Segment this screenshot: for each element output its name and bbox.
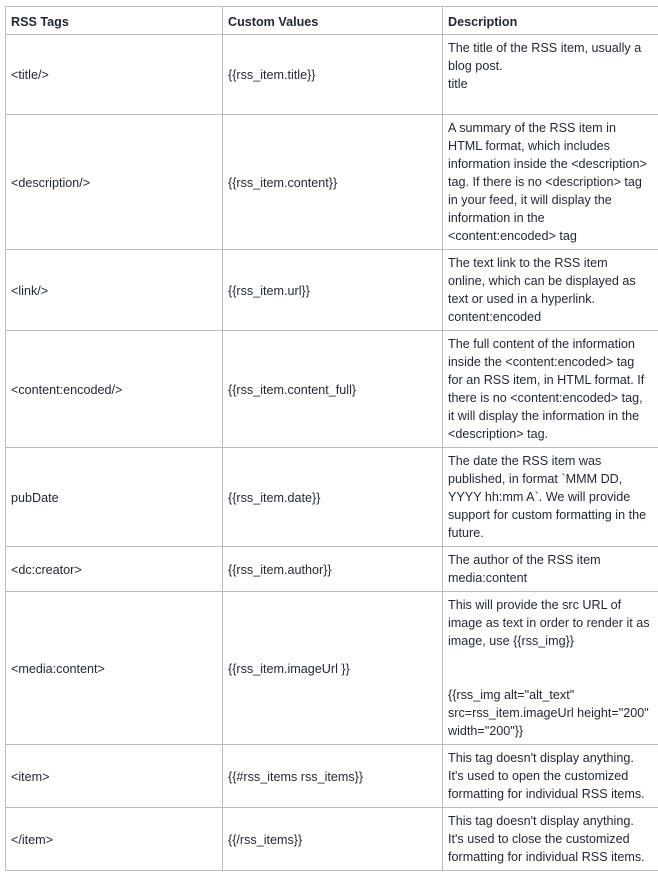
description-code-line: width="200"}} <box>448 724 524 738</box>
header-rss-tags: RSS Tags <box>6 7 223 35</box>
description-cell <box>443 808 658 871</box>
custom-value-cell: {{rss_item.content}} <box>223 115 443 250</box>
description-line: text or used in a hyperlink. <box>448 292 596 306</box>
description-line: published, in format `MMM DD, <box>448 472 623 486</box>
table-row <box>6 35 658 115</box>
description-line: The date the RSS item was <box>448 454 602 468</box>
rss-tag-cell: <description/> <box>6 115 223 250</box>
description-cell <box>443 592 658 745</box>
table-row <box>6 115 658 250</box>
description-line: It's used to close the customized <box>448 832 630 846</box>
table-row <box>6 250 658 331</box>
description-line: A summary of the RSS item in <box>448 121 616 135</box>
custom-value-cell: {{rss_item.url}} <box>223 250 443 331</box>
description-line: online, which can be displayed as <box>448 274 636 288</box>
description-line: tag. If there is no <description> tag <box>448 175 642 189</box>
description-cell <box>443 115 658 250</box>
description-line: This will provide the src URL of <box>448 598 622 612</box>
rss-tag-cell: <content:encoded/> <box>6 331 223 448</box>
description-line: inside the <content:encoded> tag <box>448 355 635 369</box>
table-row <box>6 547 658 592</box>
description-line: This tag doesn't display anything. <box>448 751 634 765</box>
description-line: The title of the RSS item, usually a <box>448 41 642 55</box>
description-line: formatting for individual RSS items. <box>448 787 645 801</box>
table-row <box>6 448 658 547</box>
description-line: formatting for individual RSS items. <box>448 850 645 864</box>
custom-value-cell: {{rss_item.content_full} <box>223 331 443 448</box>
description-line: image, use {{rss_img}} <box>448 634 575 648</box>
rss-tags-table <box>5 6 658 871</box>
table-row <box>6 592 658 745</box>
description-line: in your feed, it will display the <box>448 193 612 207</box>
description-cell <box>443 250 658 331</box>
description-line: for an RSS item, in HTML format. If <box>448 373 645 387</box>
description-cell <box>443 35 658 115</box>
custom-value-cell: {{rss_item.date}} <box>223 448 443 547</box>
description-line: The full content of the information <box>448 337 635 351</box>
description-line: It's used to open the customized <box>448 769 629 783</box>
description-line: title <box>448 77 468 91</box>
header-custom-values: Custom Values <box>223 7 443 35</box>
header-description: Description <box>443 7 658 35</box>
description-code-line: src=rss_item.imageUrl height="200" <box>448 706 649 720</box>
description-line: The author of the RSS item <box>448 553 601 567</box>
description-cell <box>443 331 658 448</box>
rss-tag-cell: <dc:creator> <box>6 547 223 592</box>
description-line: content:encoded <box>448 310 542 324</box>
rss-tag-cell: </item> <box>6 808 223 871</box>
rss-tag-cell: <media:content> <box>6 592 223 745</box>
description-line: there is no <content:encoded> tag, <box>448 391 643 405</box>
description-line: This tag doesn't display anything. <box>448 814 634 828</box>
rss-tag-cell: <title/> <box>6 35 223 115</box>
rss-tag-cell: <item> <box>6 745 223 808</box>
table-row <box>6 331 658 448</box>
table-row <box>6 808 658 871</box>
rss-tags-table-container <box>5 6 658 871</box>
table-row <box>6 745 658 808</box>
rss-tag-cell: <link/> <box>6 250 223 331</box>
custom-value-cell: {{#rss_items rss_items}} <box>223 745 443 808</box>
description-line: blog post. <box>448 59 503 73</box>
description-cell <box>443 547 658 592</box>
description-line: future. <box>448 526 484 540</box>
description-line: <description> tag. <box>448 427 549 441</box>
description-spacer <box>448 650 658 686</box>
description-cell <box>443 448 658 547</box>
description-code-line: {{rss_img alt="alt_text" <box>448 688 575 702</box>
description-line: it will display the information in the <box>448 409 640 423</box>
custom-value-cell: {{rss_item.title}} <box>223 35 443 115</box>
description-line: media:content <box>448 571 528 585</box>
description-line: HTML format, which includes <box>448 139 610 153</box>
description-line: YYYY hh:mm A`. We will provide <box>448 490 631 504</box>
description-line: support for custom formatting in the <box>448 508 647 522</box>
table-header-row <box>6 7 658 35</box>
description-line: <content:encoded> tag <box>448 229 577 243</box>
custom-value-cell: {{rss_item.imageUrl }} <box>223 592 443 745</box>
description-line: information in the <box>448 211 545 225</box>
description-line: information inside the <description> <box>448 157 647 171</box>
description-cell <box>443 745 658 808</box>
description-line: The text link to the RSS item <box>448 256 608 270</box>
custom-value-cell: {{/rss_items}} <box>223 808 443 871</box>
rss-tag-cell: pubDate <box>6 448 223 547</box>
description-line: image as text in order to render it as <box>448 616 650 630</box>
custom-value-cell: {{rss_item.author}} <box>223 547 443 592</box>
